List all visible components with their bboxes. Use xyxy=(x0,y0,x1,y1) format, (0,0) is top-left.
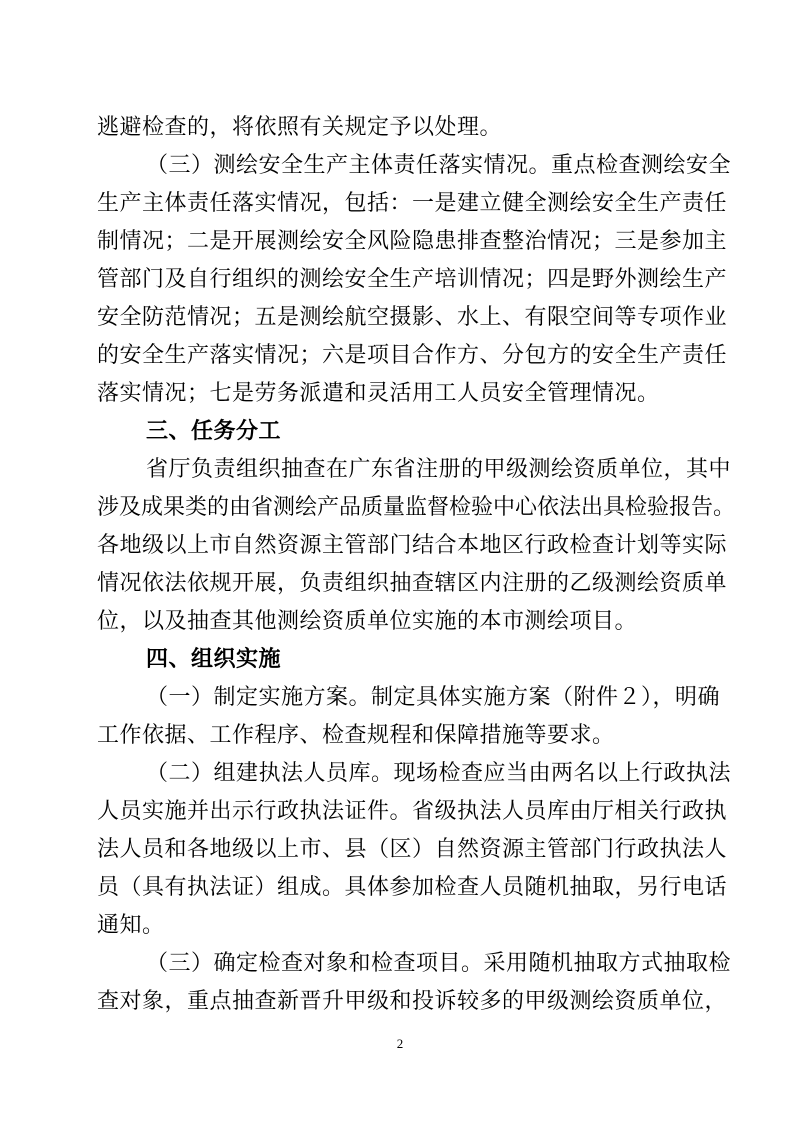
section-heading: 四、组织实施 xyxy=(146,647,282,672)
body-text-line: 生产主体责任落实情况，包括：一是建立健全测绘安全生产责任 xyxy=(97,191,728,216)
body-text-line: 落实情况；七是劳务派遣和灵活用工人员安全管理情况。 xyxy=(97,381,660,406)
body-text-line: 管部门及自行组织的测绘安全生产培训情况；四是野外测绘生产 xyxy=(97,267,728,292)
body-text-line: 安全防范情况；五是测绘航空摄影、水上、有限空间等专项作业 xyxy=(97,305,728,330)
body-text-line: 各地级以上市自然资源主管部门结合本地区行政检查计划等实际 xyxy=(97,533,728,558)
body-text-line: 工作依据、工作程序、检查规程和保障措施等要求。 xyxy=(97,723,615,748)
body-text-line: （三）测绘安全生产主体责任落实情况。重点检查测绘安全 xyxy=(146,153,732,178)
body-text-line: 位，以及抽查其他测绘资质单位实施的本市测绘项目。 xyxy=(97,609,638,634)
body-text-line: 省厅负责组织抽查在广东省注册的甲级测绘资质单位，其中 xyxy=(146,457,732,482)
body-text-line: （三）确定检查对象和检查项目。采用随机抽取方式抽取检 xyxy=(146,951,732,976)
body-text-line: 人员实施并出示行政执法证件。省级执法人员库由厅相关行政执 xyxy=(97,799,728,824)
body-text-line: 逃避检查的，将依照有关规定予以处理。 xyxy=(97,115,503,140)
page-number: 2 xyxy=(396,1036,404,1051)
section-heading: 三、任务分工 xyxy=(146,419,282,444)
body-text-line: （二）组建执法人员库。现场检查应当由两名以上行政执法 xyxy=(146,761,732,786)
body-text-line: 员（具有执法证）组成。具体参加检查人员随机抽取，另行电话 xyxy=(97,875,728,900)
body-text-line: 情况依法依规开展，负责组织抽查辖区内注册的乙级测绘资质单 xyxy=(97,571,728,596)
body-text-line: 查对象，重点抽查新晋升甲级和投诉较多的甲级测绘资质单位， xyxy=(97,989,728,1014)
body-text-line: 通知。 xyxy=(97,913,165,938)
body-text-line: 法人员和各地级以上市、县（区）自然资源主管部门行政执法人 xyxy=(97,837,728,862)
body-text-line: （一）制定实施方案。制定具体实施方案（附件２），明确 xyxy=(146,685,721,710)
body-text-line: 制情况；二是开展测绘安全风险隐患排查整治情况；三是参加主 xyxy=(97,229,728,254)
body-text-line: 的安全生产落实情况；六是项目合作方、分包方的安全生产责任 xyxy=(97,343,728,368)
body-text-line: 涉及成果类的由省测绘产品质量监督检验中心依法出具检验报告。 xyxy=(97,495,736,520)
